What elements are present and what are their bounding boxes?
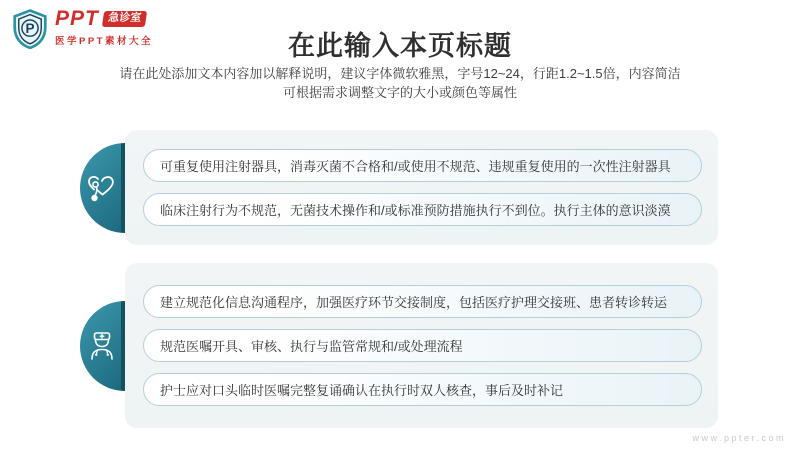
list-item: 建立规范化信息沟通程序，加强医疗环节交接制度，包括医疗护理交接班、患者转诊转运: [143, 285, 702, 318]
card-icon-circle: [80, 301, 125, 391]
content-card-process-norms: [125, 263, 718, 428]
watermark: www.ppter.com: [692, 433, 786, 443]
content-card-injection-risks: [125, 130, 718, 245]
list-item: 规范医嘱开具、审核、执行与监管常规和/或处理流程: [143, 329, 702, 362]
subtitle-line-2: 可根据需求调整文字的大小或颜色等属性: [282, 85, 517, 100]
list-item: 可重复使用注射器具，消毒灭菌不合格和/或使用不规范、违规重复使用的一次性注射器具: [143, 149, 702, 182]
page-title: 在此输入本页标题: [288, 31, 512, 61]
list-item: 临床注射行为不规范，无菌技术操作和/或标准预防措施执行不到位。执行主体的意识淡漠: [143, 193, 702, 226]
brand-badge: 急诊室: [102, 11, 147, 27]
svg-text:P: P: [25, 21, 35, 37]
subtitle-line-1: 请在此处添加文本内容加以解释说明，建议字体微软雅黑，字号12~24，行距1.2~1.5倍，内容简洁: [119, 66, 681, 81]
page-subtitle: [40, 64, 760, 102]
brand-name: PPT: [55, 7, 99, 30]
brand-tagline: 医学PPT素材大全: [55, 36, 153, 47]
doctor-icon: [85, 329, 119, 363]
list-item: 护士应对口头临时医嘱完整复诵确认在执行时双人核查，事后及时补记: [143, 373, 702, 406]
stethoscope-heart-icon: [85, 171, 119, 205]
card-icon-circle: [80, 143, 125, 233]
